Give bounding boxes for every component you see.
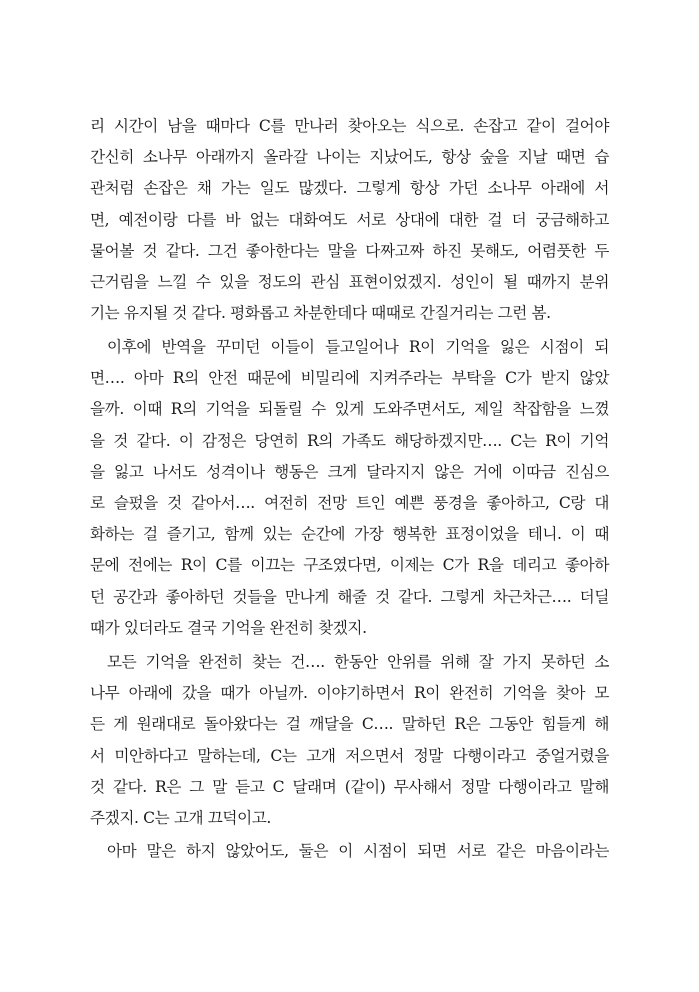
text-line: 것 같다. R은 그 말 듣고 C 달래며 (같이) 무사해서 정말 다행이라고 말해 [90, 777, 609, 796]
text-line: 주겠지. C는 고개 끄덕이고. [90, 808, 271, 827]
text-line: 던 공간과 좋아하던 것들을 만나게 해줄 것 같다. 그렇게 차근차근…. 더딜 [90, 587, 609, 606]
paragraph-3 [90, 647, 609, 834]
paragraph-2 [90, 332, 609, 644]
text-line: 아마 말은 하지 않았어도, 둘은 이 시점이 되면 서로 같은 마음이라는 [107, 842, 609, 860]
text-line: 화하는 걸 즐기고, 함께 있는 순간에 가장 행복한 표정이었을 테니. 이 때 [90, 525, 609, 544]
text-line: 리 시간이 남을 때마다 C를 만나러 찾아오는 식으로. 손잡고 같이 걸어야 [90, 117, 609, 135]
paragraph-4 [90, 836, 609, 867]
text-line: 물어볼 것 같다. 그건 좋아한다는 말을 다짜고짜 하진 못해도, 어렴풋한 두 [90, 241, 609, 260]
text-line: 간신히 소나무 아래까지 올라갈 나이는 지났어도, 항상 숲을 지날 때면 습 [90, 148, 609, 167]
text-line: 서 미안하다고 말하는데, C는 고개 저으면서 정말 다행이라고 중얼거렸을 [90, 746, 609, 765]
text-line: 때가 있더라도 결국 기억을 완전히 찾겠지. [90, 618, 367, 637]
text-line: 을까. 이때 R의 기억을 되돌릴 수 있게 도와주면서도, 제일 착잡함을 느꼈 [90, 400, 609, 419]
text-line: 로 슬펐을 것 같아서…. 여전히 전망 트인 예쁜 풍경을 좋아하고, C랑 대 [90, 493, 609, 512]
text-line: 근거림을 느낄 수 있을 정도의 관심 표현이었겠지. 성인이 될 때까지 분위 [90, 272, 609, 291]
text-line: 면…. 아마 R의 안전 때문에 비밀리에 지켜주라는 부탁을 C가 받지 않았 [90, 369, 609, 388]
text-line: 이후에 반역을 꾸미던 이들이 들고일어나 R이 기억을 잃은 시점이 되 [107, 338, 609, 356]
text-line: 문에 전에는 R이 C를 이끄는 구조였다면, 이제는 C가 R을 데리고 좋아하 [90, 556, 609, 575]
text-line: 기는 유지될 것 같다. 평화롭고 차분한데다 때때로 간질거리는 그런 봄. [90, 304, 551, 323]
paragraph-1 [90, 111, 609, 329]
text-line: 모든 기억을 완전히 찾는 건…. 한동안 안위를 위해 잘 가지 못하던 소 [107, 653, 609, 671]
text-line: 나무 아래에 갔을 때가 아닐까. 이야기하면서 R이 완전히 기억을 찾아 모 [90, 684, 609, 703]
text-line: 든 게 원래대로 돌아왔다는 걸 깨달을 C…. 말하던 R은 그동안 힘들게 해 [90, 715, 609, 734]
text-line: 을 것 같다. 이 감정은 당연히 R의 가족도 해당하겠지만…. C는 R이 기억 [90, 431, 609, 450]
text-line: 관처럼 손잡은 채 가는 일도 많겠다. 그렇게 항상 가던 소나무 아래에 서 [90, 179, 609, 198]
text-line: 면, 예전이랑 다를 바 없는 대화여도 서로 상대에 대한 걸 더 궁금해하고 [90, 210, 609, 229]
text-line: 을 잃고 나서도 성격이나 행동은 크게 달라지지 않은 거에 이따금 진심으 [90, 462, 609, 481]
